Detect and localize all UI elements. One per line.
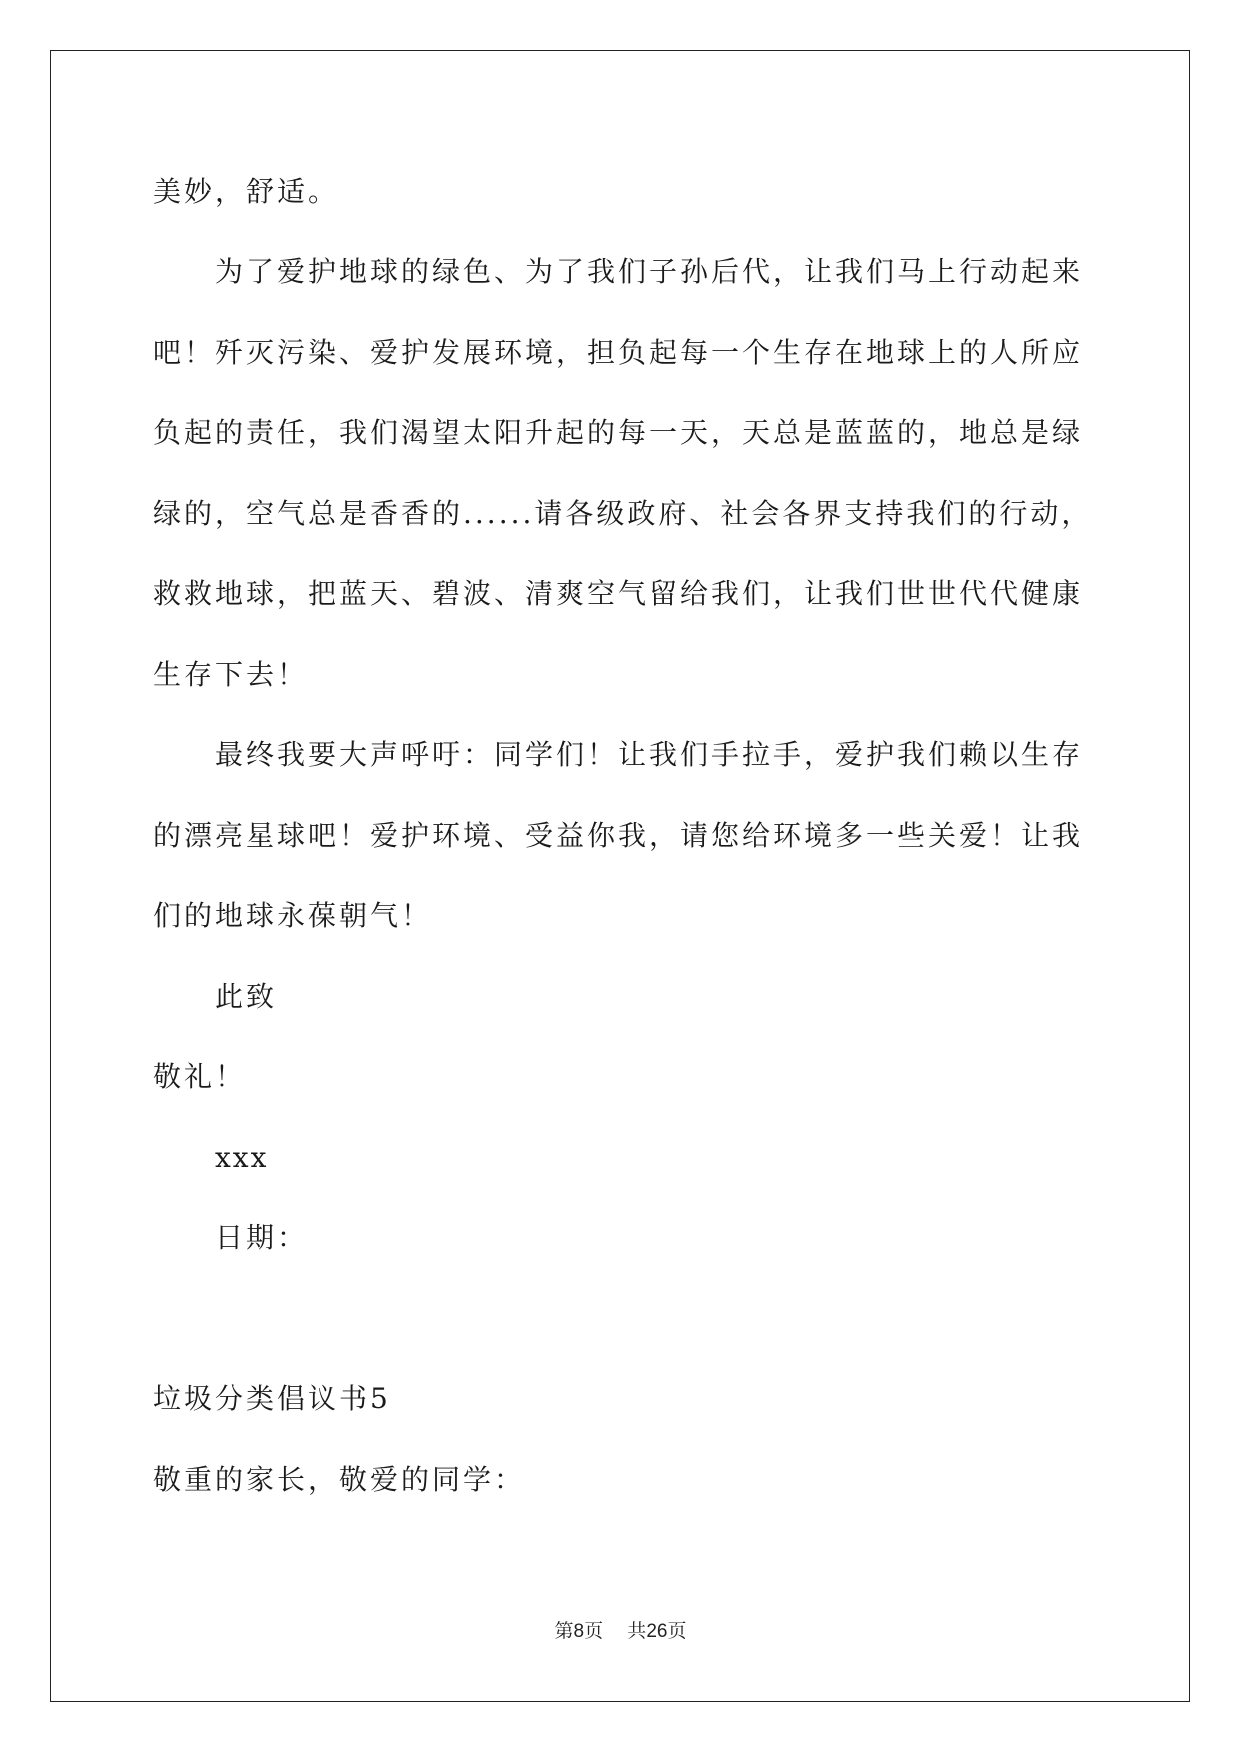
body-line-3: 吧！歼灭污染、爱护发展环境，担负起每一个生存在地球上的人所应 <box>153 336 1084 369</box>
closing-regards: 敬礼！ <box>153 1060 247 1093</box>
body-line-2: 为了爱护地球的绿色、为了我们子孙后代，让我们马上行动起来 <box>215 255 1084 288</box>
body-line-1: 美妙，舒适。 <box>153 175 340 208</box>
body-line-9: 的漂亮星球吧！爱护环境、受益你我，请您给环境多一些关爱！让我 <box>153 819 1084 852</box>
footer-page-prefix: 第 <box>554 1620 574 1642</box>
closing-salutation: 此致 <box>215 980 278 1013</box>
body-line-10: 们的地球永葆朝气！ <box>153 899 433 932</box>
body-line-5: 绿的，空气总是香香的......请各级政府、社会各界支持我们的行动， <box>153 497 1093 530</box>
signature-name: xxx <box>215 1141 269 1174</box>
footer-total-prefix: 共 <box>627 1620 647 1642</box>
greeting-line: 敬重的家长，敬爱的同学： <box>153 1463 526 1496</box>
body-line-7: 生存下去！ <box>153 658 309 691</box>
page-footer <box>0 1618 1241 1645</box>
date-label: 日期： <box>215 1221 309 1254</box>
body-line-6: 救救地球，把蓝天、碧波、清爽空气留给我们，让我们世世代代健康 <box>153 577 1084 610</box>
body-line-8: 最终我要大声呼吁：同学们！让我们手拉手，爱护我们赖以生存 <box>215 738 1084 771</box>
page-border <box>50 50 1190 1702</box>
footer-total-pages: 26 <box>646 1621 668 1642</box>
footer-page-number: 8 <box>573 1621 585 1642</box>
footer-page-suffix: 页 <box>584 1620 604 1642</box>
body-line-4: 负起的责任，我们渴望太阳升起的每一天，天总是蓝蓝的，地总是绿 <box>153 416 1084 449</box>
footer-total-suffix: 页 <box>667 1620 687 1642</box>
section-title: 垃圾分类倡议书5 <box>153 1382 391 1415</box>
